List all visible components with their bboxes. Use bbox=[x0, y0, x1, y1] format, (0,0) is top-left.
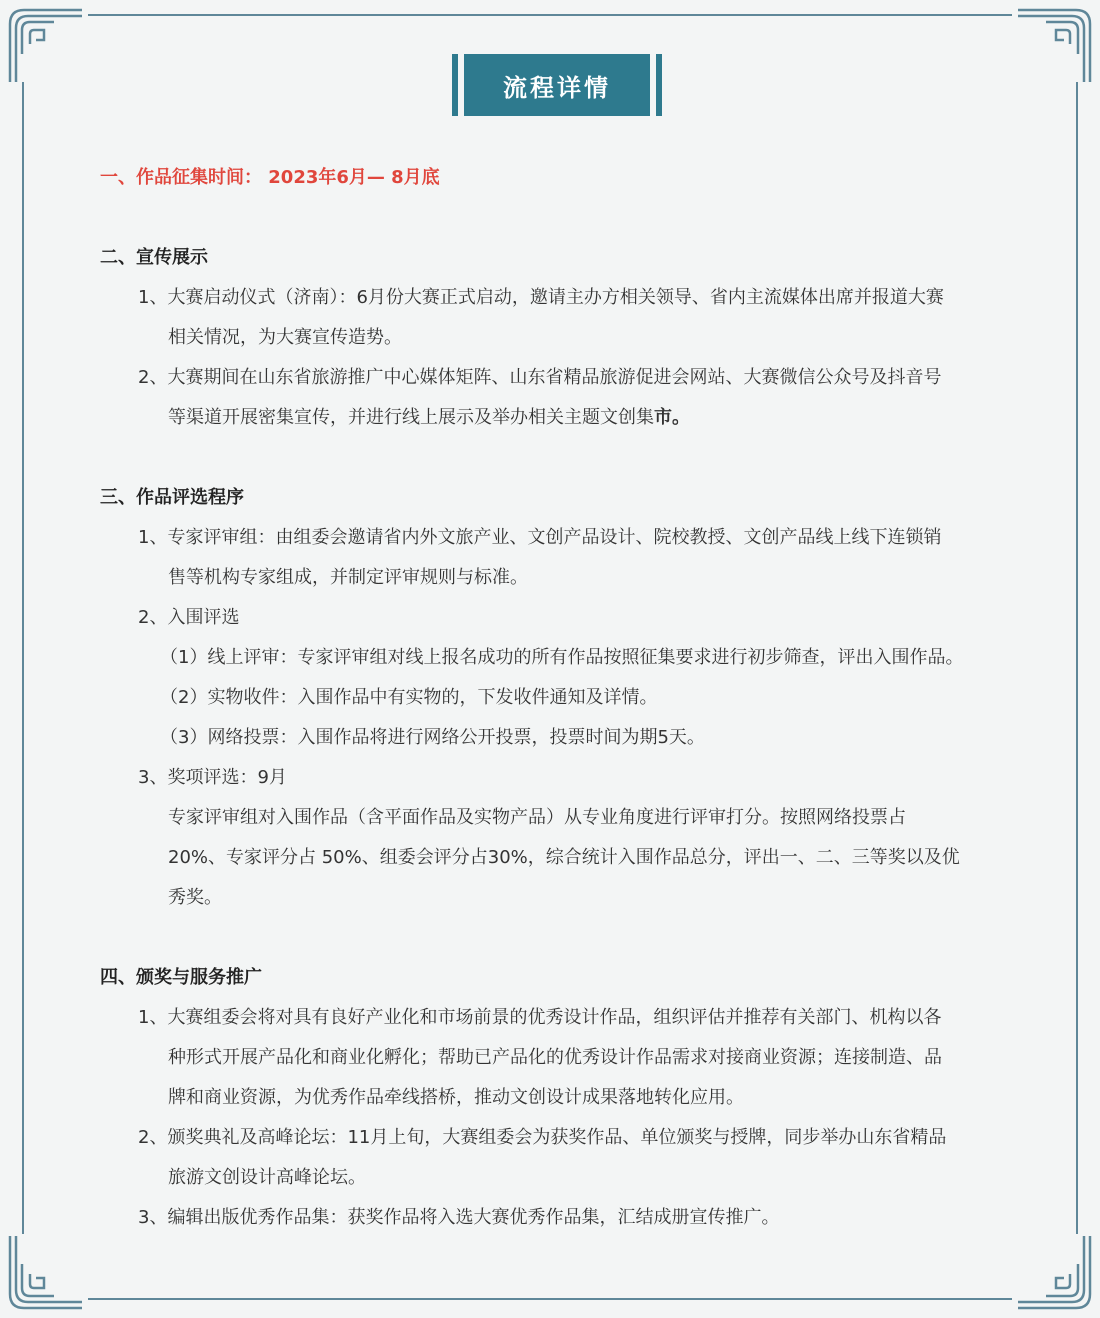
content bbox=[100, 158, 1000, 1238]
list-item: 1、大赛启动仪式（济南）：6月份大赛正式启动，邀请主办方相关领导、省内主流媒体出席并报道大赛 bbox=[138, 287, 944, 308]
frame-right-line bbox=[1076, 82, 1078, 1234]
list-item: 3、奖项评选：9月 bbox=[138, 767, 287, 788]
list-item-continuation: 秀奖。 bbox=[168, 887, 222, 908]
list-item-continuation: 专家评审组对入围作品（含平面作品及实物产品）从专业角度进行评审打分。按照网络投票占 bbox=[168, 807, 906, 828]
section-heading-promotion: 二、宣传展示 bbox=[100, 247, 208, 268]
list-item-continuation: 相关情况，为大赛宣传造势。 bbox=[168, 327, 402, 348]
list-item-continuation: 售等机构专家组成，并制定评审规则与标准。 bbox=[168, 567, 528, 588]
frame-left-line bbox=[22, 82, 24, 1234]
list-item-continuation: 20%、专家评分占 50%、组委会评分占30%，综合统计入围作品总分，评出一、二、三等奖以及优 bbox=[168, 847, 960, 868]
corner-ornament-icon bbox=[4, 1234, 84, 1314]
list-item: 1、大赛组委会将对具有良好产业化和市场前景的优秀设计作品，组织评估并推荐有关部门、机构以各 bbox=[138, 1007, 942, 1028]
corner-ornament-icon bbox=[4, 4, 84, 84]
section-heading-selection: 三、作品评选程序 bbox=[100, 487, 244, 508]
list-item-continuation: 种形式开展产品化和商业化孵化；帮助已产品化的优秀设计作品需求对接商业资源；连接制造、品 bbox=[168, 1047, 942, 1068]
sub-item: （3）网络投票：入围作品将进行网络公开投票，投票时间为期5天。 bbox=[160, 727, 705, 748]
list-item: 2、入围评选 bbox=[138, 607, 240, 628]
list-item-continuation: 旅游文创设计高峰论坛。 bbox=[168, 1167, 366, 1188]
list-item: 2、大赛期间在山东省旅游推广中心媒体矩阵、山东省精品旅游促进会网站、大赛微信公众号及抖音号 bbox=[138, 367, 942, 388]
title-bar-right bbox=[656, 54, 662, 116]
title-bar-left bbox=[452, 54, 458, 116]
list-item: 2、颁奖典礼及高峰论坛：11月上旬，大赛组委会为获奖作品、单位颁奖与授牌，同步举办山东省精品 bbox=[138, 1127, 947, 1148]
list-item-text: 等渠道开展密集宣传，并进行线上展示及举办相关主题文创集 bbox=[168, 407, 654, 428]
section-collection-time: 一、作品征集时间： 2023年6月— 8月底 bbox=[100, 167, 440, 188]
frame-top-line bbox=[88, 14, 1012, 16]
list-item-text-bold: 市。 bbox=[654, 407, 690, 428]
corner-ornament-icon bbox=[1016, 4, 1096, 84]
corner-ornament-icon bbox=[1016, 1234, 1096, 1314]
list-item-continuation bbox=[100, 398, 1000, 438]
sub-item: （2）实物收件：入围作品中有实物的，下发收件通知及详情。 bbox=[160, 687, 658, 708]
list-item: 3、编辑出版优秀作品集：获奖作品将入选大赛优秀作品集，汇结成册宣传推广。 bbox=[138, 1207, 780, 1228]
list-item-continuation: 牌和商业资源，为优秀作品牵线搭桥，推动文创设计成果落地转化应用。 bbox=[168, 1087, 744, 1108]
page-title: 流程详情 bbox=[464, 54, 650, 116]
section-heading-awards: 四、颁奖与服务推广 bbox=[100, 967, 262, 988]
frame-bottom-line bbox=[88, 1298, 1012, 1300]
list-item: 1、专家评审组：由组委会邀请省内外文旅产业、文创产品设计、院校教授、文创产品线上线下连锁销 bbox=[138, 527, 942, 548]
sub-item: （1）线上评审：专家评审组对线上报名成功的所有作品按照征集要求进行初步筛查，评出入围作品。 bbox=[160, 647, 964, 668]
title-banner bbox=[452, 54, 662, 116]
